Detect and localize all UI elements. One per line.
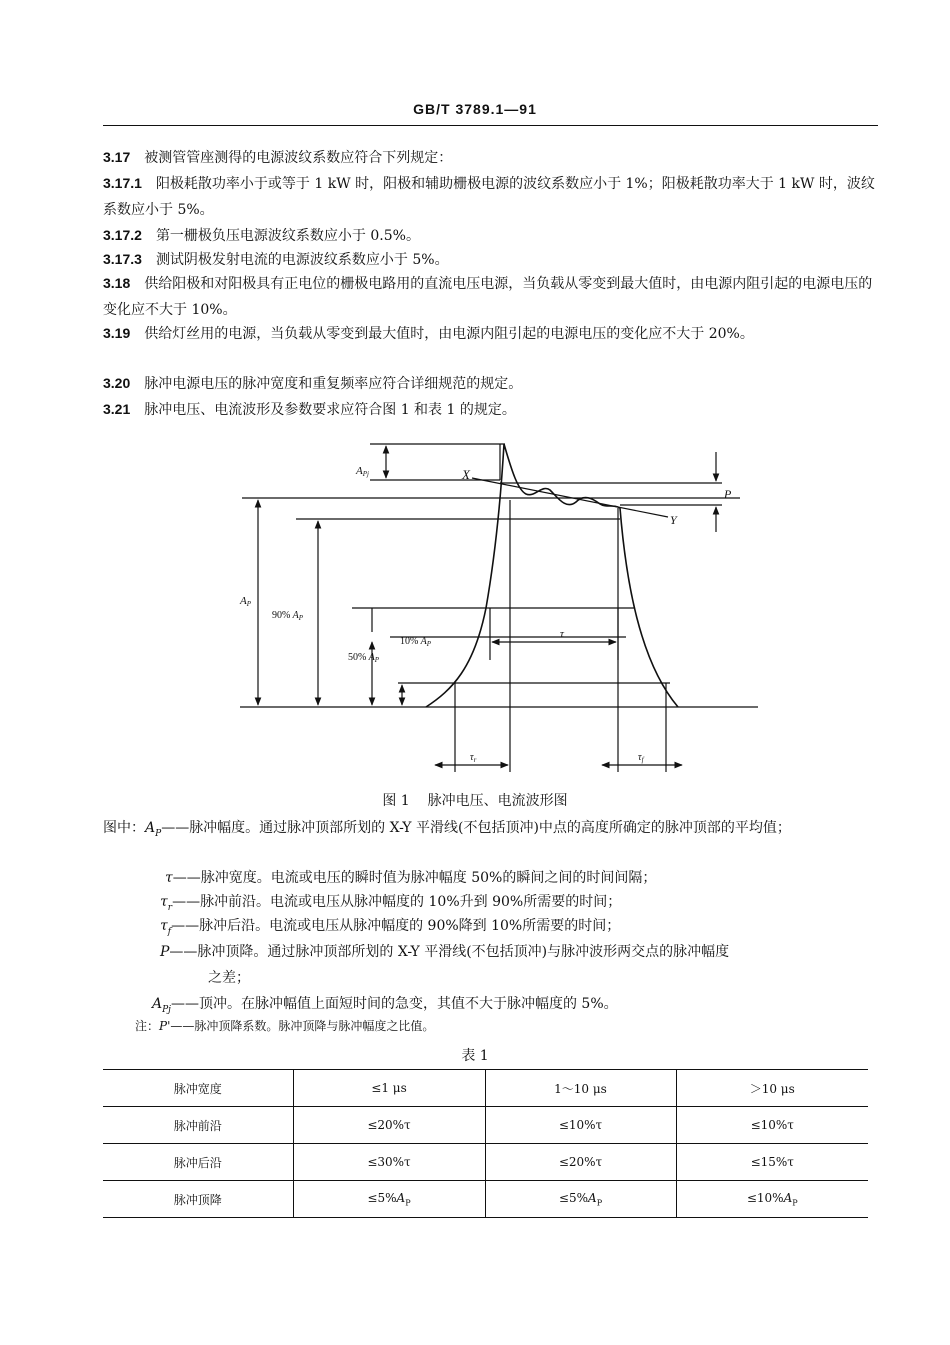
taur-label: $\tau_r$	[470, 752, 477, 764]
x-label: X	[462, 467, 470, 482]
table-cell: $\le 10\%A_P$	[676, 1181, 868, 1218]
note-p-symbol: P	[160, 944, 170, 960]
clause-text: 供给阳极和对阳极具有正电位的栅极电路用的直流电压电源，当负载从零变到最大值时，由电源内阻引起的电源电压的变化应不大于 10%。	[103, 276, 873, 318]
table-cell: 脉冲前沿	[103, 1107, 293, 1144]
clause-text: 第一栅极负压电源波纹系数应小于 0.5%。	[155, 228, 420, 244]
clause-text: 脉冲电源电压的脉冲宽度和重复频率应符合详细规范的规定。	[144, 376, 523, 392]
figure-title: 脉冲电压、电流波形图	[427, 793, 568, 809]
clause-number: 3.17	[103, 149, 131, 165]
note-tauf-text: ——脉冲后沿。电流或电压从脉冲幅度的 90%降到 10%所需要的时间；	[171, 918, 621, 934]
note-tau-text: ——脉冲宽度。电流或电压的瞬时值为脉冲幅度 50%的瞬间之间的时间间隔；	[172, 870, 657, 886]
table-cell: ≤10%τ	[485, 1107, 676, 1144]
ap50-label: 50% $A_P$	[348, 652, 380, 664]
figure-caption	[0, 790, 950, 810]
pulse-waveform-figure	[230, 432, 770, 782]
figure-number: 图 1	[382, 793, 410, 809]
ap-label: AP	[240, 595, 252, 608]
table-title: 表 1	[461, 1048, 489, 1064]
clause-text: 测试阴极发射电流的电源波纹系数应小于 5%。	[155, 252, 449, 268]
tauf-label: $\tau_f$	[638, 752, 644, 764]
clause-text: 阳极耗散功率小于或等于 1 kW 时，阳极和辅助栅极电源的波纹系数应小于 1%；阳极耗散功率大于 1 kW 时，波纹系数应小于 5%。	[103, 176, 875, 218]
clause-3-21	[103, 396, 878, 423]
apj-label: APj	[356, 465, 369, 478]
clause-text: 脉冲电压、电流波形及参数要求应符合图 1 和表 1 的规定。	[144, 402, 516, 418]
clause-number: 3.21	[103, 401, 131, 417]
table-cell: 脉冲顶降	[103, 1181, 293, 1218]
table-cell: ≤30%τ	[293, 1144, 485, 1181]
ap90-label: 90% $A_P$	[272, 610, 304, 622]
clause-3-19	[103, 320, 878, 347]
tau-label: τ	[560, 628, 564, 640]
note-tauf-symbol: $\tau_f$	[160, 918, 172, 937]
note-ap-symbol: $A_P$	[145, 820, 162, 839]
footnote-symbol: P'	[159, 1019, 171, 1033]
clause-3-18	[103, 270, 878, 323]
footnote-prefix: 注：	[135, 1019, 160, 1033]
note-ap-text: ——脉冲幅度。通过脉冲顶部所划的 X-Y 平滑线(不包括顶冲)中点的高度所确定的脉冲顶部的平均值；	[161, 820, 791, 836]
note-ap	[103, 816, 878, 846]
pulse-spec-table	[103, 1069, 868, 1218]
clause-number: 3.17.3	[103, 251, 142, 267]
clause-number: 3.17.1	[103, 175, 142, 191]
footnote-text: ——脉冲顶降系数。脉冲顶降与脉冲幅度之比值。	[170, 1019, 435, 1033]
clause-3-17	[103, 144, 878, 171]
table-row	[103, 1107, 868, 1144]
footnote	[135, 1017, 434, 1034]
note-apj-symbol: $A_{Pj}$	[152, 996, 171, 1015]
table-cell: ＞10 μs	[676, 1070, 868, 1107]
table-cell: ≤15%τ	[676, 1144, 868, 1181]
ap10-label: 10% $A_P$	[400, 636, 432, 648]
note-apj-text: ——顶冲。在脉冲幅值上面短时间的急变，其值不大于脉冲幅度的 5%。	[170, 996, 618, 1012]
note-intro: 图中：	[103, 820, 145, 836]
y-label: Y	[670, 513, 677, 527]
note-tau	[165, 866, 878, 890]
clause-number: 3.20	[103, 375, 131, 391]
clause-number: 3.17.2	[103, 227, 142, 243]
table-cell: ≤20%τ	[485, 1144, 676, 1181]
clause-text: 供给灯丝用的电源，当负载从零变到最大值时，由电源内阻引起的电源电压的变化应不大于 20%。	[144, 326, 754, 342]
page-header: GB/T 3789.1—91	[413, 101, 537, 117]
pulse-waveform-diagram	[230, 432, 770, 782]
clause-3-17-1	[103, 170, 878, 223]
table-cell: 1～10 μs	[485, 1070, 676, 1107]
note-p-text: ——脉冲顶降。通过脉冲顶部所划的 X-Y 平滑线(不包括顶冲)与脉冲波形两交点的脉冲幅度	[169, 944, 730, 960]
table-cell: ≤10%τ	[676, 1107, 868, 1144]
table-row	[103, 1070, 868, 1107]
table-cell: $\le 5\%A_P$	[485, 1181, 676, 1218]
header-divider	[103, 125, 878, 126]
note-p-cont	[208, 966, 878, 990]
table-cell: $\le 5\%A_P$	[293, 1181, 485, 1218]
clause-3-20	[103, 370, 878, 397]
table-cell: 脉冲宽度	[173, 1081, 222, 1096]
clause-number: 3.18	[103, 275, 131, 291]
note-tau-symbol: τ	[165, 870, 173, 886]
table-cell: ≤1 μs	[293, 1070, 485, 1107]
clause-text: 被测管管座测得的电源波纹系数应符合下列规定：	[144, 150, 453, 166]
clause-3-17-2	[103, 222, 878, 249]
p-label: P	[724, 487, 732, 501]
table-cell: ≤20%τ	[293, 1107, 485, 1144]
note-taur-symbol: $\tau_r$	[160, 894, 173, 913]
table-row	[103, 1181, 868, 1218]
table-row	[103, 1144, 868, 1181]
note-p-text-cont: 之差；	[208, 970, 250, 986]
note-p	[160, 940, 878, 964]
clause-3-17-3	[103, 246, 878, 273]
note-taur-text: ——脉冲前沿。电流或电压从脉冲幅度的 10%升到 90%所需要的时间；	[172, 894, 622, 910]
table-cell: 脉冲后沿	[103, 1144, 293, 1181]
clause-number: 3.19	[103, 325, 131, 341]
